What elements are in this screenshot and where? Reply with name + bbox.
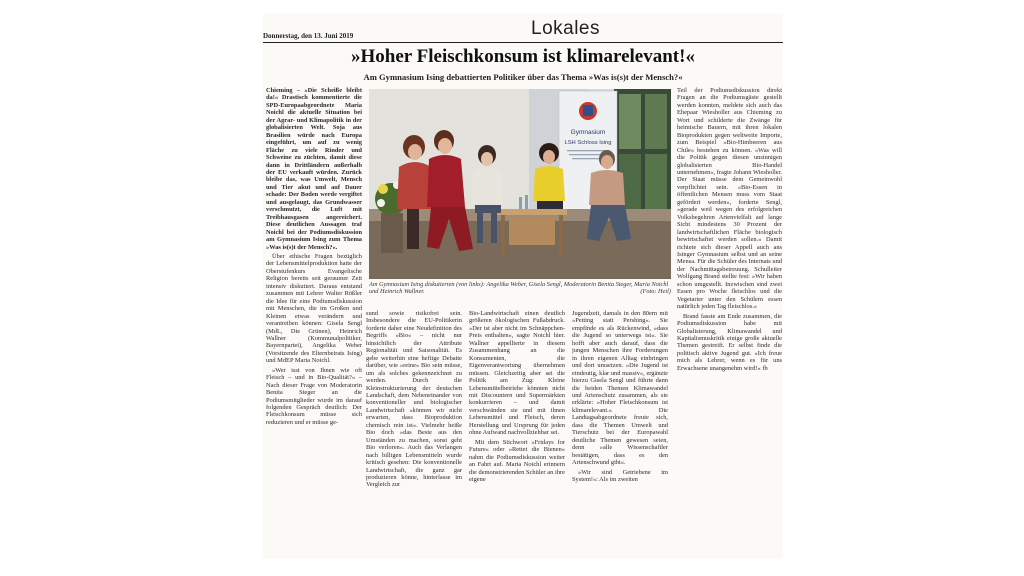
paragraph: Bio-Landwirtschaft einen deutlich größeren ökologischen Fußabdruck. »Der ist aber nicht im Schnäppchen-Preis enthalten«, sagte Noichl hier. Wallner appellierte in diesem Zusammenhang an die Konsumenten, die Eigenverantwortung übernehmen müssen. Gleichzeitig aber sei die Politik am Zug: Kleine Lebensmittelbetriebe könnten nicht mit Discountern und Supermärkten konkurrieren – und damit verschwänden sie und mit ihnen Lebensmittel und Fleisch, deren Herstellung und Ursprung für jeden ohne Aufwand nachvollziehbar sei. <box>469 310 565 437</box>
photo-caption <box>369 281 671 296</box>
article-column-1 <box>266 87 362 557</box>
paragraph: sund sowie risikofrei sein. Insbesondere die EU-Politikerin forderte daher eine Neudefinition des Begriffs »Bio« – nicht nur hinsichtlich der Attribute Regionalität und Saisonalität. Es gebe weiterhin eine heftige Debatte darüber, wie »reine« Bio sein müsse, um als solches gekennzeichnet zu werden. Durch die Kleinstrukturierung der deutschen Landschaft, dem Nebeneinander von konventioneller und biologischer Landwirtschaft »können wir nicht erwarten, dass Bioproduktion chemisch rein ist«. Vielmehr heiße Bio doch »das Beste aus den Umständen zu machen, sonst geht Bio verloren«. Auch das Verlangen nach billigen Lebensmitteln wurde kritisch gesehen: Die konventionelle Landwirtschaft, die ganz gar produzieren könne, hinterlasse im Vergleich zur <box>366 310 462 489</box>
paragraph: Brand fasste am Ende zusammen, die Podiumsdiskussion habe mit Globalisierung, Klimawandel und Kapitalismuskritik einige große aktuelle Themen gestreift. Er selbst finde die politisch aktive Jugend gut. »Ich freue mich als Lehrer, wenn es für uns Erwachsene unangenehm wird!« fb <box>677 312 782 372</box>
paragraph: »Wer isst von Ihnen wie oft Fleisch – und in Bio-Qualität?« – Nach dieser Frage von Moderatorin Benita Steger an die Podiumsmitglieder wurde im darauf folgenden Gespräch deutlich: Der Fleischkonsum müsse sich reduzieren und er müsse ge- <box>266 366 362 426</box>
photo-credit: (Foto: Heil) <box>640 288 671 296</box>
newspaper-page <box>263 14 783 559</box>
paragraph: Jugendzeit, damals in den 80ern mit »Petting statt Pershing«. Sie empfinde es als Rückenwind, »dass die Jugend so unterwegs ist«. Sie hofft aber auch darauf, dass die jungen Menschen ihre Forderungen in ihren eigenen Alltag einbringen und dort umsetzen. »Die Jugend ist eindeutig, klar und massiv«, ergänzte hierzu Gisela Sengl und führte dann die beiden Themen Klimawandel und Artenschutz zusammen, als sie erklärte: »Hoher Fleischkonsum ist klimarelevant.« Die Landtagsabgeordnete freute sich, dass die Themen Umwelt und Tierschutz bei der Europawahl deutliche Themen gewesen seien, denn »alle Wissenschaftler bestätigen, dass es den Artenschwund gibt«. <box>572 310 668 467</box>
article-column-4 <box>572 310 668 558</box>
caption-text: Am Gymnasium Ising diskutierten (von links): Angelika Weber, Gisela Sengl, Moderatorin Benita Steger, Maria Noichl und Heinrich Wallner. <box>369 281 669 296</box>
photo-illustration <box>369 89 671 279</box>
issue-date: Donnerstag, den 13. Juni 2019 <box>263 32 354 40</box>
article-column-3 <box>469 310 565 558</box>
paragraph: Über ethische Fragen bezüglich der Lebensmittelproduktion hatte der Oberstufenkurs Evangelische Religion bereits seit geraumer Zeit intensiv diskutiert. Daraus entstand zusammen mit Lehrer Walter Rößler die Idee für eine Podiumsdiskussion mit Menschen, die im Großen und Kleinen etwas verändern und verantreiben können: Gisela Sengl (MdL, Die Grünen), Heinrich Wallner (Kommunalpolitiker, Bayernpartei), Angelika Weber (Vorsitzende des Elternbeirats Ising) und MdEP Maria Noichl. <box>266 252 362 365</box>
header-rule <box>263 42 783 43</box>
banner-line-2: LSH Schloss Ising <box>564 140 612 146</box>
section-title: Lokales <box>531 18 600 39</box>
article-subheadline: Am Gymnasium Ising debattierten Politiker über das Thema »Was is(s)t der Mensch?« <box>363 72 683 82</box>
banner-line-1: Gymnasium <box>570 129 606 136</box>
paragraph: Chieming – »Die Scheiße bleibt da!« Drastisch kommentierte die SPD-Europaabgeordnete Maria Noichl die aktuelle Situation bei der Agrar- und Klimapolitik in der globalisierten Welt. Soja aus Brasilien würde nach Europa eingeführt, um auf zu wenig Fläche zu viele Rinder und Schweine zu züchten, damit diese dann in Drittländern außerhalb der EU verkauft würden. Zurück bleibe das, was Umwelt, Mensch und Tier akut und auf Dauer schade: Der Boden werde vergiftet und ausgelaugt, das Grundwasser verschmutzt, die Luft mit Treibhausgasen angereichert. Diese deutlichen Aussagen traf Noichl bei der Podiumsdiskussion am Gymnasium Ising zum Thema »Was is(s)t der Mensch?«. <box>266 87 362 251</box>
paragraph: Teil der Podiumsdiskussion direkt Fragen an die Podiumsgäste gestellt werden konnten, meldete sich auch das Ehepaar Wiesholler aus Chieming zu Wort und schilderte die Zwänge für heimische Bauern, mit ihren lokalen Bioprodukten gegen weltweite Importe, zum Beispiel »Bio-Himbeeren aus Chile« bestehen zu können. »Was will die Politik gegen diesen unsinnigen globalisierten Bio-Handel unternehmen«, fragte Johann Wiesholler. Der Staat müsse dem Gemeinwohl verpflichtet sein. »Bio-Essen in öffentlichen Mensen muss vom Staat gefördert werden«, forderte Sengl, »gerade weil wegen des erfolgreichen Volksbegehren Artenvielfalt auf lange Sicht mindestens 30 Prozent der landwirtschaftlichen Fläche biologisch bewirtschaftet werden sollen.« Damit richtete sich dieser Appell auch ans Isinger Gymnasium selbst und an seine Mensa. Für die Schüler des Internats und der Nachmittagsbetreuung. Schulleiter Wolfgang Brand stellte fest: »Wir haben schon umgestellt. Inzwischen sind zwei Essen pro Woche fleischlos und die Vegetarier unter den Schülern essen natürlich jeden Tag fleischlos.« <box>677 87 782 311</box>
article-headline: »Hoher Fleischkonsum ist klimarelevant!« <box>351 46 695 67</box>
paragraph: »Wir sind Getriebene im System!«: Als im zweiten <box>572 468 668 483</box>
article-column-2 <box>366 310 462 558</box>
paragraph: Mit dem Stichwort »Fridays for Future« oder »Rettet die Bienen« nahm die Podiumsdiskussion weiter an Fahrt auf. Maria Noichl erinnern die demonstrierenden Schüler an ihre eigene <box>469 438 565 483</box>
article-column-5 <box>677 87 782 557</box>
panel-discussion-photo <box>369 89 671 279</box>
